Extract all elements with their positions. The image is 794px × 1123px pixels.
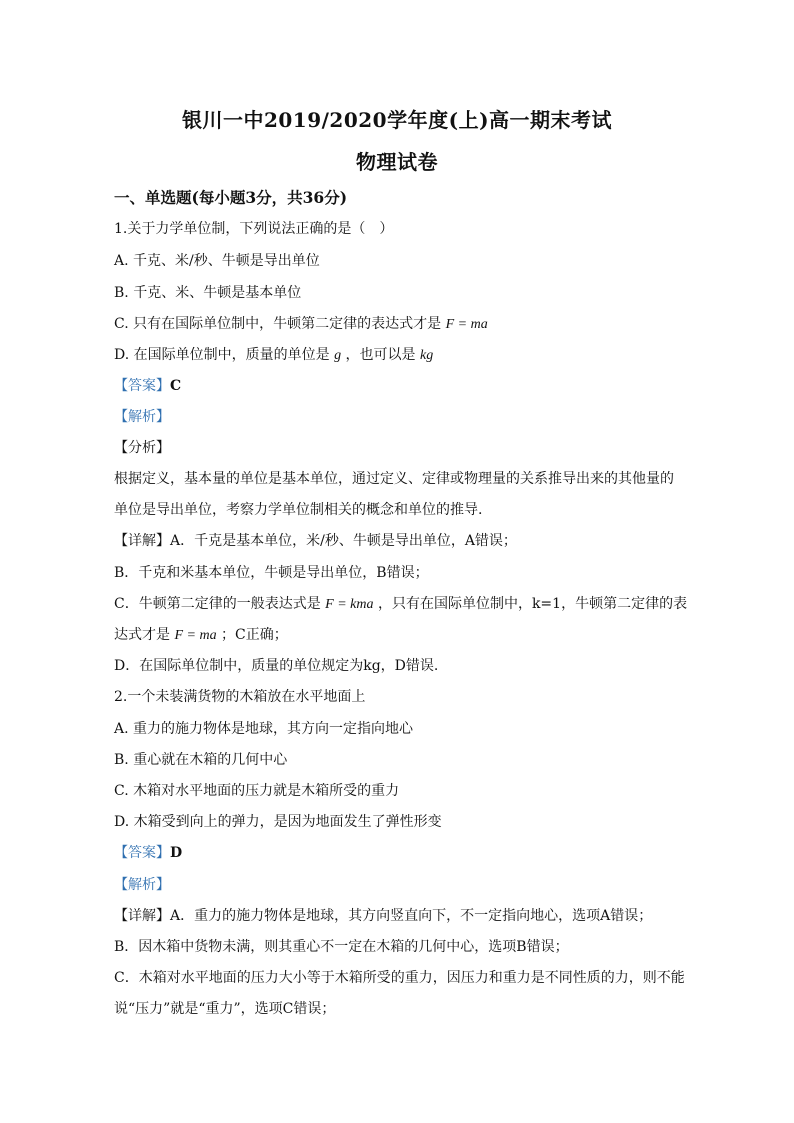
q1-stem: 1.关于力学单位制，下列说法正确的是（ ） [114,221,394,237]
q1-detail-3-b: ，只有在国际单位制中，k=1，牛顿第二定律的表 [377,596,688,612]
q1-option-d-unit-g: g [334,348,342,363]
q1-detail-tag: 【详解】 [114,533,170,549]
q1-detail-4-b: ；C正确； [221,627,288,643]
q1-option-c [114,313,684,333]
q1-option-d-unit-kg: kg [420,348,434,363]
q1-fenxi-tag: 【分析】 [114,440,170,456]
q2-detail-4: 说“压力”就是“重力”，选项C错误； [114,1001,336,1017]
q2-answer [114,842,684,862]
q2-detail-1 [114,905,684,925]
q1-option-d-mid: ，也可以是 [345,347,416,363]
q1-answer [114,375,684,395]
q1-fenxi-line-1: 根据定义，基本量的单位是基本单位，通过定义、定律或物理量的关系推导出来的其他量的 [114,471,674,487]
q1-detail-4-formula: F = ma [174,628,217,643]
q1-option-a: A. 千克、米/秒、牛顿是导出单位 [114,253,320,269]
q2-option-d: D. 木箱受到向上的弹力，是因为地面发生了弹性形变 [114,814,442,830]
q1-answer-tag: 【答案】 [114,378,170,394]
q2-option-a: A. 重力的施力物体是地球，其方向一定指向地心 [114,721,414,737]
q1-detail-1-text: A．千克是基本单位，米/秒、牛顿是导出单位，A错误； [170,533,517,549]
q1-option-c-text: C. 只有在国际单位制中，牛顿第二定律的表达式才是 [114,316,442,332]
q2-option-b: B. 重心就在木箱的几何中心 [114,752,288,768]
q2-detail-3: C．木箱对水平地面的压力大小等于木箱所受的重力，因压力和重力是不同性质的力，则不能 [114,970,685,986]
exam-subtitle: 物理试卷 [356,150,438,174]
q2-stem: 2.一个未装满货物的木箱放在水平地面上 [114,689,366,705]
q1-detail-1 [114,530,684,550]
q2-answer-tag: 【答案】 [114,845,170,861]
q2-analysis-tag: 【解析】 [114,877,170,893]
q1-detail-4-a: 达式才是 [114,627,170,643]
q1-fenxi-line-2: 单位是导出单位，考察力学单位制相关的概念和单位的推导. [114,502,483,518]
q1-option-d-text: D. 在国际单位制中，质量的单位是 [114,347,330,363]
section-heading: 一、单选题(每小题3分，共36分) [114,188,348,207]
q1-detail-3-a: C．牛顿第二定律的一般表达式是 [114,596,321,612]
q2-detail-1-text: A．重力的施力物体是地球，其方向竖直向下，不一定指向地心，选项A错误； [170,908,653,924]
exam-title: 银川一中2019/2020学年度(上)高一期末考试 [181,108,613,132]
q1-detail-5: D．在国际单位制中，质量的单位规定为kg，D错误. [114,658,439,674]
q1-analysis-tag: 【解析】 [114,409,170,425]
q2-answer-value: D [170,845,183,861]
q2-option-c: C. 木箱对水平地面的压力就是木箱所受的重力 [114,783,400,799]
q1-detail-3 [114,593,688,613]
q1-detail-3-formula: F = kma [325,597,374,612]
q1-option-d [114,344,684,364]
q2-detail-2: B．因木箱中货物未满，则其重心不一定在木箱的几何中心，选项B错误； [114,939,569,955]
q1-answer-value: C [170,378,182,394]
q1-option-c-formula: F = ma [445,317,488,332]
q1-option-b: B. 千克、米、牛顿是基本单位 [114,285,302,301]
q2-detail-tag: 【详解】 [114,908,170,924]
q1-detail-4 [114,624,684,644]
q1-detail-2: B．千克和米基本单位，牛顿是导出单位，B错误； [114,565,429,581]
